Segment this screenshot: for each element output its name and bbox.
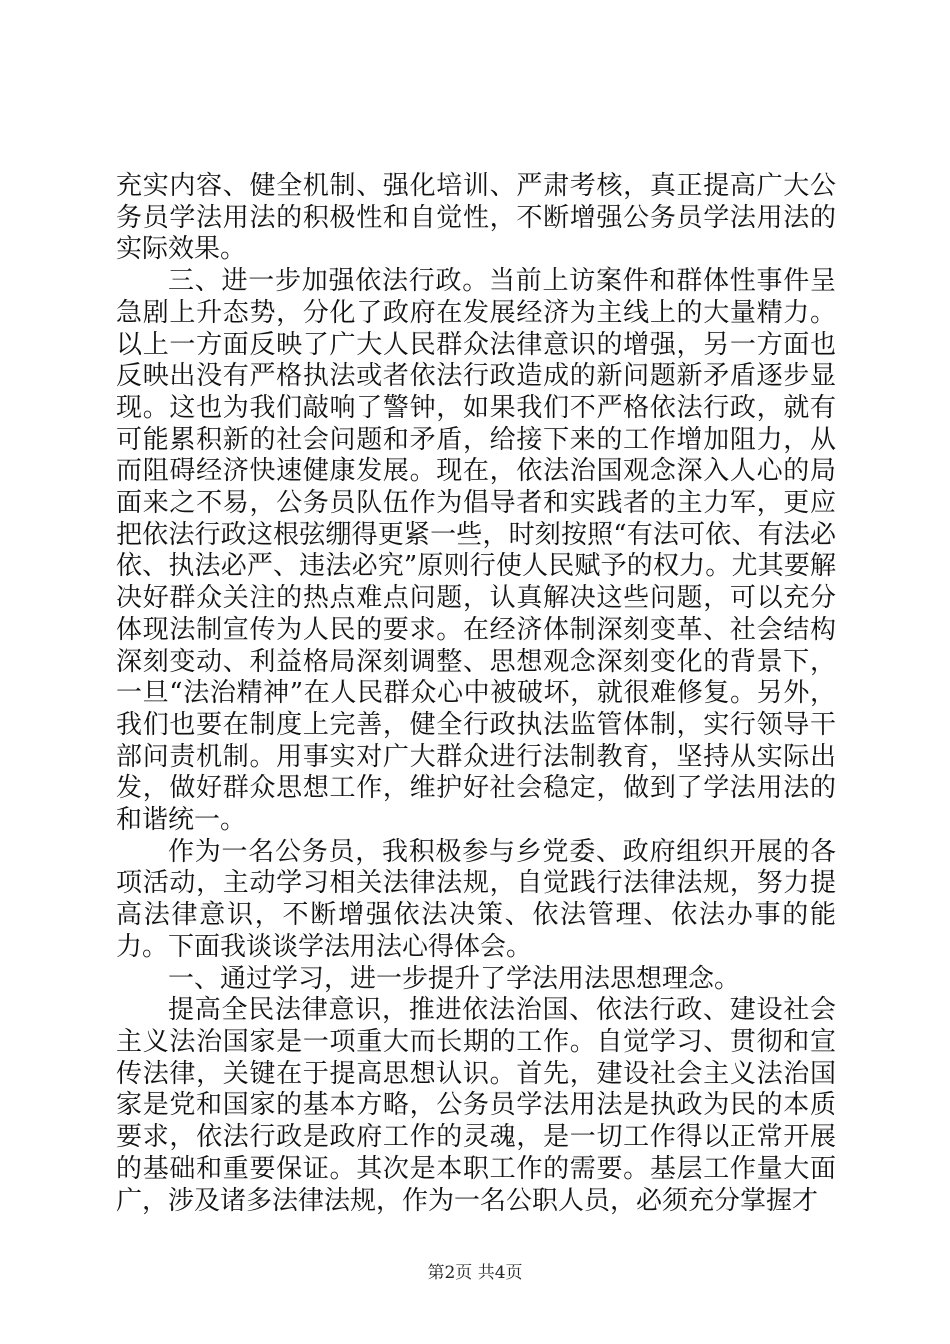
paragraph-1: 充实内容、健全机制、强化培训、严肃考核，真正提高广大公务员学法用法的积极性和自觉性，不断增强公务员学法用法的实际效果。 [116, 171, 836, 265]
paragraph-2: 三、进一步加强依法行政。当前上访案件和群体性事件呈急剧上升态势，分化了政府在发展经济为主线上的大量精力。以上一方面反映了广大人民群众法律意识的增强，另一方面也反映出没有严格执法或者依法行政造成的新问题新矛盾逐步显现。这也为我们敲响了警钟，如果我们不严格依法行政，就有可能累积新的社会问题和矛盾，给接下来的工作增加阻力，从而阻碍经济快速健康发展。现在，依法治国观念深入人心的局面来之不易，公务员队伍作为倡导者和实践者的主力军，更应把依法行政这根弦绷得更紧一些，时刻按照“有法可依、有法必依、执法必严、违法必究”原则行使人民赋予的权力。尤其要解决好群众关注的热点难点问题，认真解决这些问题，可以充分体现法制宣传为人民的要求。在经济体制深刻变革、社会结构深刻变动、利益格局深刻调整、思想观念深刻变化的背景下，一旦“法治精神”在人民群众心中被破坏，就很难修复。另外，我们也要在制度上完善，健全行政执法监管体制，实行领导干部问责机制。用事实对广大群众进行法制教育，坚持从实际出发，做好群众思想工作，维护好社会稳定，做到了学法用法的和谐统一。 [116, 266, 836, 836]
page-footer: 第2页 共4页 [427, 1263, 523, 1283]
paragraph-4: 一、通过学习，进一步提升了学法用法思想理念。 [168, 963, 741, 994]
paragraph-3: 作为一名公务员，我积极参与乡党委、政府组织开展的各项活动，主动学习相关法律法规，自觉践行法律法规，努力提高法律意识，不断增强依法决策、依法管理、依法办事的能力。下面我谈谈学法用法心得体会。 [116, 836, 836, 962]
body-text [116, 171, 836, 1217]
paragraph-5: 提高全民法律意识，推进依法治国、依法行政、建设社会主义法治国家是一项重大而长期的工作。自觉学习、贯彻和宣传法律，关键在于提高思想认识。首先，建设社会主义法治国家是党和国家的基本方略，公务员学法用法是执政为民的本质要求，依法行政是政府工作的灵魂，是一切工作得以正常开展的基础和重要保证。其次是本职工作的需要。基层工作量大面广，涉及诸多法律法规，作为一名公职人员，必须充分掌握才 [116, 995, 836, 1216]
